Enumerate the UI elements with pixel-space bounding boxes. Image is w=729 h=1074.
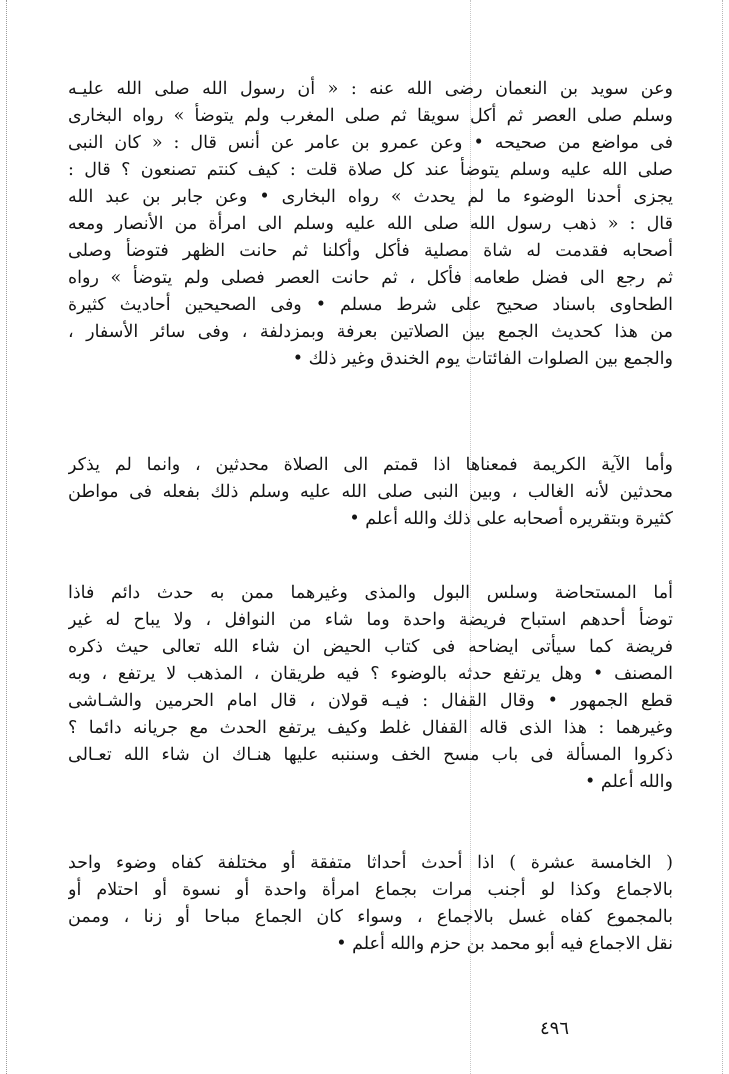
text-line: ذكروا المسألة فى باب مسح الخف وسننبه عليها هنـاك ان شاء الله تعـالى <box>68 745 673 765</box>
text-line: صلى الله عليه وسلم يتوضأ عند كل صلاة قلت : كيف كنتم تصنعون ؟ قال : <box>68 160 673 180</box>
text-line: ثم رجع الى فضل طعامه فأكل ، ثم حانت العصر فصلى ولم يتوضأ » رواه <box>68 268 673 288</box>
text-line: وسلم صلى العصر ثم أكل سويقا ثم صلى المغرب ولم يتوضأ » رواه البخارى <box>68 106 673 126</box>
text-line: ( الخامسة عشرة ) اذا أحدث أحداثا متفقة أو مختلفة كفاه وضوء واحد <box>68 853 673 873</box>
text-line: وعن سويد بن النعمان رضى الله عنه : « أن رسول الله صلى الله عليـه <box>68 79 673 99</box>
text-line: من هذا كحديث الجمع بين الصلاتين بعرفة وبمزدلفة ، وفى سائر الأسفار ، <box>68 322 673 342</box>
paragraph-1 <box>68 76 673 373</box>
text-line: والجمع بين الصلوات الفائتات يوم الخندق وغير ذلك • <box>292 349 673 369</box>
paragraph-2 <box>68 452 673 533</box>
text-line: وأما الآية الكريمة فمعناها اذا قمتم الى الصلاة محدثين ، وانما لم يذكر <box>68 455 673 475</box>
scan-edge-line <box>6 0 7 1074</box>
text-line: كثيرة وبتقريره أصحابه على ذلك والله أعلم • <box>349 509 673 529</box>
text-line: أصحابه فقدمت له شاة مصلية فأكل وأكلنا ثم حانت الظهر فتوضأ وصلى <box>68 241 673 261</box>
text-line: والله أعلم • <box>584 772 673 792</box>
text-line: الطحاوى باسناد صحيح على شرط مسلم • وفى الصحيحين أحاديث كثيرة <box>68 295 673 315</box>
paragraph-3 <box>68 580 673 796</box>
text-line: فى مواضع من صحيحه • وعن عمرو بن عامر عن أنس قال : « كان النبى <box>68 133 673 153</box>
text-line: يجزى أحدنا الوضوء ما لم يحدث » رواه البخارى • وعن جابر بن عبد الله <box>68 187 673 207</box>
text-line: محدثين لأنه الغالب ، وبين النبى صلى الله عليه وسلم ذلك بفعله فى مواطن <box>68 482 673 502</box>
text-line: المصنف • وهل يرتفع حدثه بالوضوء ؟ فيه طريقان ، المذهب لا يرتفع ، وبه <box>68 664 673 684</box>
text-line: توضأ أحدهم استباح فريضة واحدة وما شاء من النوافل ، ولا يباح له غير <box>68 610 673 630</box>
text-line: وغيرهما : هذا الذى قاله القفال غلط وكيف يرتفع الحدث مع جريانه دائما ؟ <box>68 718 673 738</box>
text-line: نقل الاجماع فيه أبو محمد بن حزم والله أعلم • <box>336 934 673 954</box>
paragraph-4 <box>68 850 673 958</box>
page-number: ٤٩٦ <box>540 1018 570 1039</box>
text-line: فريضة كما سيأتى ايضاحه فى كتاب الحيض ان شاء الله تعالى حيث ذكره <box>68 637 673 657</box>
text-line: بالاجماع وكذا لو أجنب مرات بجماع امرأة واحدة أو نسوة أو احتلام أو <box>68 880 673 900</box>
text-line: بالمجموع كفاه غسل بالاجماع ، وسواء كان الجماع مباحا أو زنا ، وممن <box>68 907 673 927</box>
scan-edge-line <box>722 0 723 1074</box>
text-line: قال : « ذهب رسول الله صلى الله عليه وسلم الى امرأة من الأنصار ومعه <box>68 214 673 234</box>
text-line: قطع الجمهور • وقال القفال : فيـه قولان ، قال امام الحرمين والشـاشى <box>68 691 673 711</box>
text-line: أما المستحاضة وسلس البول والمذى وغيرهما ممن به حدث دائم فاذا <box>68 583 673 603</box>
